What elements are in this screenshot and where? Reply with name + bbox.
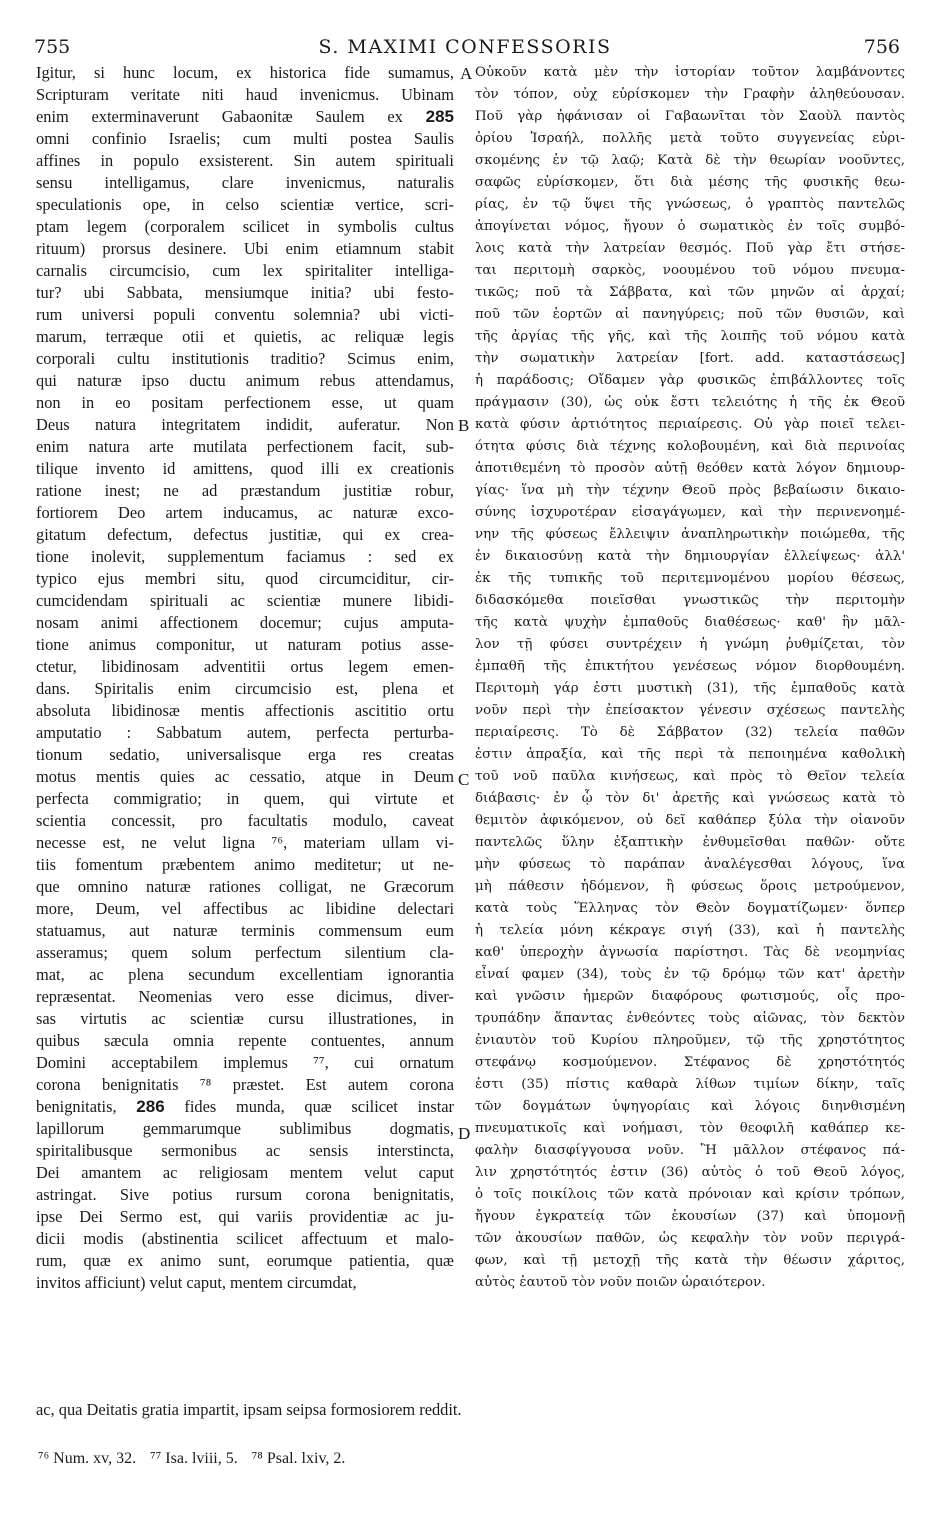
latin-text-line: enim exterminaverunt Gabaonitæ Saulem ex 285: [36, 107, 454, 126]
greek-text-line: πράγμασιν (30), ὡς οὐκ ἔστι τελειότης ἡ τῆς ἐκ Θεοῦ: [475, 395, 905, 410]
greek-text-line: νην τῆς φύσεως ἔλλειψιν ἀναπληρωτικὴν ποιώμεθα, τῆς: [475, 527, 905, 542]
latin-text-line: marum, terræque otii et quietis, ac reliquæ legis: [36, 327, 454, 346]
latin-text-line: enim natura arte mutilata perfectionem facit, sub-: [36, 437, 454, 456]
greek-text-line: Ποῦ γὰρ ἠφάνισαν οἱ Γαβαωνῖται τὸν Σαοὺλ παντὸς: [475, 109, 905, 124]
latin-text-line: corporali cultu institutionis traditio? Scimus enim,: [36, 349, 454, 368]
greek-text-line: Οὐκοῦν κατὰ μὲν τὴν ἱστορίαν τοῦτον λαμβάνοντες: [475, 65, 905, 80]
latin-text-line: scientia concessit, pro facultatis modulo, caveat: [36, 811, 454, 830]
greek-text-line: αὐτὸς ἑαυτοῦ τὸν νοῦν ποιῶν ὡραιότερον.: [475, 1275, 766, 1290]
latin-text-line: sas virtutis ac scientiæ cursu illustrationes, in: [36, 1009, 454, 1028]
greek-text-line: ἡ τελεία μόνη κέκραγε σιγή (33), καὶ ἡ παντελὴς: [475, 923, 905, 938]
latin-text-line: perfecta commigratio; in quem, qui virtute et: [36, 789, 454, 808]
greek-text-line: ἀπογίνεται νόμος, ἤγουν ὁ σωματικὸς ἐν τοῖς συμβό-: [475, 219, 905, 234]
closing-line: ac, qua Deitatis gratia impartit, ipsam seipsa formosiorem reddit.: [36, 1400, 462, 1419]
latin-text-line: Scripturam veritate niti haud invenicmus. Ubinam: [36, 85, 454, 104]
footnote: ⁷⁸ Psal. lxiv, 2.: [251, 1450, 346, 1467]
margin-marker: C: [458, 770, 470, 789]
greek-text-line: τρυπάδην ἅπαντας ἐνθεόντες τοὺς αἰῶνας, τὸν δεκτὸν: [475, 1011, 905, 1026]
latin-text-line: ratione inest; ne ad præstandum justitiæ robur,: [36, 481, 454, 500]
greek-text-line: τῆς κατὰ ψυχὴν ἐμπαθοῦς διαθέσεως· καθ' ἣν μᾶλ-: [475, 615, 905, 630]
latin-text-line: dicii modis (abstinentia scilicet affectuum et malo-: [36, 1229, 454, 1248]
greek-text-line: ἐστιν ἀπραξία, καὶ τῆς περὶ τὰ πεποιημένα καθολικὴ: [475, 747, 905, 762]
latin-text-line: cumcidendam spirituali ac scientiæ munere libidi-: [36, 591, 454, 610]
greek-text-line: ὁρίου Ἰσραήλ, πολλῆς μετὰ τοῦτο συγγενείας εὑρι-: [475, 131, 905, 146]
greek-text-line: ρίας, ἐν τῷ ὕψει τῆς γνώσεως, ὁ γραπτὸς παντελῶς: [475, 197, 905, 212]
inline-page-number: 285: [425, 107, 454, 126]
latin-text-line: rituum) prorsus desinere. Ubi enim etiamnum stabit: [36, 239, 454, 258]
greek-text-line: κατὰ τοὺς Ἕλληνας τὸν Θεὸν δογματίζωμεν· ὅνπερ: [475, 901, 905, 916]
greek-text-line: τῶν δογμάτων ὑψηγορίαις καὶ λόγοις διηνθισμένη: [475, 1099, 905, 1114]
latin-text-line: Deus natura integritatem indidit, auferatur. Non: [36, 415, 454, 434]
latin-text-line: spiritalibusque sermonibus ac sensis interstincta,: [36, 1141, 454, 1160]
latin-text-line: ctetur, libidinosam adventitii ortus legem emen-: [36, 657, 454, 676]
greek-text-line: φαλὴν διασφίγγουσα νοῦν. Ἢ μᾶλλον στέφανος πά-: [475, 1143, 905, 1158]
greek-text-line: κατὰ φύσιν ἀρτιότητος περιαίρεσις. Οὐ γὰρ ποιεῖ τελει-: [475, 417, 905, 432]
latin-text-line: ipse Dei Sermo est, qui variis providentiæ ac ju-: [36, 1207, 454, 1226]
latin-text-line: tione animus componitur, ut naturam potius asse-: [36, 635, 454, 654]
greek-text-line: νοῦν περὶ τὴν ἐπείσακτον γένεσιν σχέσεως παντελὴς: [475, 703, 905, 718]
greek-text-line: ἐν δικαιοσύνῃ κατὰ τὴν δημιουργίαν ἐλλείψεως· ἀλλ': [475, 549, 905, 564]
greek-text-line: τὸν τόπον, οὐχ εὑρίσκομεν τὴν Γραφὴν ἀληθεύουσαν.: [475, 87, 905, 102]
latin-column: [36, 62, 454, 1294]
latin-text-line: nosam animi affectionem docemur; cujus amputa-: [36, 613, 454, 632]
greek-text-line: σύνης ἰσχυροτέραν εἰσαγάγωμεν, καὶ τὴν περινενοημέ-: [475, 505, 905, 520]
greek-text-line: λοις κατὰ τὴν λατρείαν θεσμός. Ποῦ γὰρ ἔτι στήσε-: [475, 241, 905, 256]
latin-text-line: gitatum defectum, defectus justitiæ, qui ex crea-: [36, 525, 454, 544]
latin-text-line: statuamus, aut naturæ terminis commensum eum: [36, 921, 454, 940]
greek-text-line: ἐμπαθῆ τῆς ἐπικτήτου γενέσεως νόμον διορθουμένη.: [475, 659, 905, 674]
greek-text-line: διδασκόμεθα ποιεῖσθαι γνωστικῶς τὴν περιτομὴν: [475, 593, 905, 608]
greek-text-line: ποῦ τῶν ἑορτῶν αἱ πανηγύρεις; ποῦ τῶν θυσιῶν, καὶ: [475, 307, 905, 322]
latin-text-line: dans. Spiritalis enim circumcisio est, plena et: [36, 679, 454, 698]
greek-text-line: καὶ γνῶσιν ἡμερῶν διαφόρους φωτισμούς, οἷς προ-: [475, 989, 905, 1004]
latin-text-line: tilique invento id amittens, quod illi ex creationis: [36, 459, 454, 478]
latin-text-line: tione inolevit, supplementum faciamus : sed ex: [36, 547, 454, 566]
latin-text-line: mat, ac plena secundum excellentiam ignorantia: [36, 965, 454, 984]
margin-marker: B: [458, 416, 470, 435]
greek-text-line: Περιτομὴ γάρ ἐστι μυστικὴ (31), τῆς ἐμπαθοῦς κατὰ: [475, 681, 905, 696]
greek-text-line: πνευματικοῖς καὶ νοήμασι, τὸν θεοφιλῆ καθάπερ κε-: [475, 1121, 905, 1136]
latin-text-line: qui naturæ ipso ductu animum rebus attendamus,: [36, 371, 454, 390]
latin-text-line: que omnino naturæ rationes colligat, ne Græcorum: [36, 877, 454, 896]
greek-text-line: λον τῇ φύσει συντρέχειν ἡ γνώμη ῥυθμίζεται, τὸν: [475, 637, 905, 652]
latin-text-line: ptam legem (corporalem scilicet in symbolis cultus: [36, 217, 454, 236]
margin-marker: D: [458, 1124, 471, 1143]
latin-text-line: Domini acceptabilem implemus ⁷⁷, cui ornatum: [36, 1053, 454, 1072]
latin-text-line: tur? ubi Sabbata, mensiumque initia? ubi festo-: [36, 283, 454, 302]
greek-text-line: ἐνιαυτὸν τοῦ Κυρίου πληροῦμεν, τῷ τῆς χρηστότητος: [475, 1033, 905, 1048]
latin-text-line: rum, quæ ex animo sunt, eorumque patientia, quæ: [36, 1251, 454, 1270]
greek-text-line: σκομένης ἐν τῷ λαῷ; Κατὰ δὲ τὴν θεωρίαν νοοῦντες,: [475, 153, 905, 168]
greek-text-line: θεμιτὸν ἀφικόμενον, οὐ δεῖ καθάπερ ξύλα τὴν οἰανοῦν: [475, 813, 905, 828]
latin-text-line: invitos afficiunt) velut caput, mentem circumdat,: [36, 1273, 357, 1292]
greek-text-line: φων, καὶ τῇ μετοχῇ τῆς κατὰ τὴν θέωσιν χάριτος,: [475, 1253, 905, 1268]
greek-text-line: ἤγουν ἐγκρατείᾳ τῶν ἑκουσίων (37) καὶ ὑπομονῇ: [475, 1209, 905, 1224]
footnote: ⁷⁷ Isa. lviii, 5.: [150, 1450, 238, 1467]
latin-text-line: fortiorem Deo artem inducamus, ac naturæ exco-: [36, 503, 454, 522]
latin-text-line: motus mentis quies ac cessatio, atque in Deum: [36, 767, 454, 786]
greek-text-line: τῶν ἀκουσίων παθῶν, ὡς κεφαλὴν τὸν νοῦν περιγρά-: [475, 1231, 905, 1246]
latin-text-line: tiis fomentum præbentem animo meditetur; ut ne-: [36, 855, 454, 874]
greek-text-line: διάβασις· ἐν ᾧ τὸν δι' ἀρετῆς καὶ γνώσεως κατὰ τὸ: [475, 791, 905, 806]
greek-text-line: ότητα φύσις διὰ τέχνης κολοβουμένη, καὶ διὰ περινοίας: [475, 439, 905, 454]
latin-text-line: omni confinio Israelis; cum multi postea Saulis: [36, 129, 454, 148]
latin-text-line: carnalis circumcisio, cum lex spiritaliter intelliga-: [36, 261, 454, 280]
greek-text-line: ὁ τοῖς ποικίλοις τῶν κατὰ πρόνοιαν καὶ κρίσιν τρόπων,: [475, 1187, 905, 1202]
greek-text-line: μὴν φύσεως τὸ παράπαν ἀναλέγεσθαι λόγους, ἵνα: [475, 857, 905, 872]
latin-text-line: astringat. Sive potius rursum corona benignitatis,: [36, 1185, 454, 1204]
latin-text-line: more, Deum, vel affectibus ac libidine delectari: [36, 899, 454, 918]
greek-text-line: ἐστι (35) πίστις καθαρὰ λίθων τιμίων δίκην, ταῖς: [475, 1077, 905, 1092]
greek-text-line: ἡ παράδοσις; Οἴδαμεν γὰρ φυσικῶς ἐπιβάλλοντες τοῖς: [475, 373, 905, 388]
greek-text-line: παντελῶς ὕλην ἐξαπτικὴν ἐνθυμεῖσθαι παθῶν· οὔτε: [475, 835, 905, 850]
latin-text-line: rum universi populi conventu solemnia? ubi victi-: [36, 305, 454, 324]
greek-text-line: σαφῶς εὑρίσκομεν, ὅτι διὰ μέσης τῆς φυσικῆς θεω-: [475, 175, 905, 190]
greek-text-line: γίας· ἵνα μὴ τὴν τέχνην Θεοῦ πρὸς βεβαίωσιν δικαιο-: [475, 483, 905, 498]
greek-column: [475, 62, 905, 1294]
footnote: ⁷⁶ Num. xv, 32.: [38, 1450, 137, 1467]
latin-text-line: lapillorum gemmarumque sublimibus dogmatis,: [36, 1119, 454, 1138]
latin-text-line: Igitur, si hunc locum, ex historica fide sumamus,: [36, 63, 454, 82]
latin-text-line: non in eo positam perfectionem esse, ut quam: [36, 393, 454, 412]
latin-text-line: amputatio : Sabbatum autem, perfecta perturba-: [36, 723, 454, 742]
greek-text-line: τοῦ νοῦ παῦλα κινήσεως, καὶ πρὸς τὸ Θεῖον τελεία: [475, 769, 905, 784]
latin-text-line: necesse est, ne velut ligna ⁷⁶, materiam ullam vi-: [36, 833, 454, 852]
latin-text-line: sensu intelligamus, clare invenicmus, naturalis: [36, 173, 454, 192]
left-page-number: 755: [34, 36, 71, 58]
latin-text-line: absoluta libidinosæ mentis affectionis ascititio ortu: [36, 701, 454, 720]
running-title: S. MAXIMI CONFESSORIS: [318, 36, 612, 58]
latin-text-line: benignitatis, 286 fides munda, quæ scilicet instar: [36, 1097, 454, 1116]
greek-text-line: τὴν σωματικὴν λατρείαν [fort. add. καταστάσεως]: [475, 351, 905, 366]
greek-text-line: μὴ πάθεσιν ἡδόμενον, ἢ φύσεως ὅροις μετρούμενον,: [475, 879, 905, 894]
greek-text-line: τῆς ἀργίας τῆς γῆς, καὶ τῆς λοιπῆς τοῦ νόμου κατὰ: [475, 329, 905, 344]
margin-marker: A: [460, 64, 473, 83]
greek-text-line: τικῶς; ποῦ τὰ Σάββατα, καὶ τῶν μηνῶν αἱ ἀρχαί;: [475, 285, 905, 300]
greek-text-line: καθ' ὑπεροχὴν ἀγνωσία παρίστησι. Τὰς δὲ νεομηνίας: [475, 945, 905, 960]
greek-text-line: ἀποτιθεμένη τὸ προσὸν αὐτῇ θεόθεν κατὰ λόγον δημιουρ-: [475, 461, 905, 476]
latin-text-line: affines in populo exsisterent. Sin autem spirituali: [36, 151, 454, 170]
inline-page-number: 286: [136, 1097, 165, 1116]
latin-text-line: corona benignitatis ⁷⁸ præstet. Est autem corona: [36, 1075, 454, 1094]
greek-text-line: περιαίρεσις. Τὸ δὲ Σάββατον (32) τελεία παθῶν: [475, 725, 905, 740]
greek-text-line: λιν χρηστότητός ἐστιν (36) αὐτὸς ὁ τοῦ Θεοῦ λόγος,: [475, 1165, 905, 1180]
footnotes: [38, 1450, 355, 1468]
latin-text-line: typico ejus membri situ, quod circumciditur, cir-: [36, 569, 454, 588]
latin-text-line: quibus sæcula omnia repente contuentes, annum: [36, 1031, 454, 1050]
latin-text-line: repræsentat. Neomenias vero esse dicimus, diver-: [36, 987, 454, 1006]
latin-text-line: asseramus; quem solum perfectum silentium cla-: [36, 943, 454, 962]
latin-text-line: Dei amantem ac religiosam mentem velut caput: [36, 1163, 454, 1182]
latin-text-line: tionum sedatio, universalisque erga res creatas: [36, 745, 454, 764]
latin-text-line: speculationis ope, in celso scientiæ vertice, scri-: [36, 195, 454, 214]
greek-text-line: ἐκ τῆς τυπικῆς τοῦ περιτεμνομένου μορίου θέσεως,: [475, 571, 905, 586]
page-header: [28, 24, 902, 64]
greek-text-line: στεφάνῳ κοσμούμενον. Στέφανος δὲ χρηστότητός: [475, 1055, 905, 1070]
greek-text-line: ται περιτομὴ σαρκὸς, νοουμένου τοῦ νόμου πνευμα-: [475, 263, 905, 278]
greek-text-line: εἶναί φαμεν (34), τοὺς ἐν τῷ δρόμῳ τῶν κατ' ἀρετὴν: [475, 967, 905, 982]
right-page-number: 756: [863, 36, 900, 58]
